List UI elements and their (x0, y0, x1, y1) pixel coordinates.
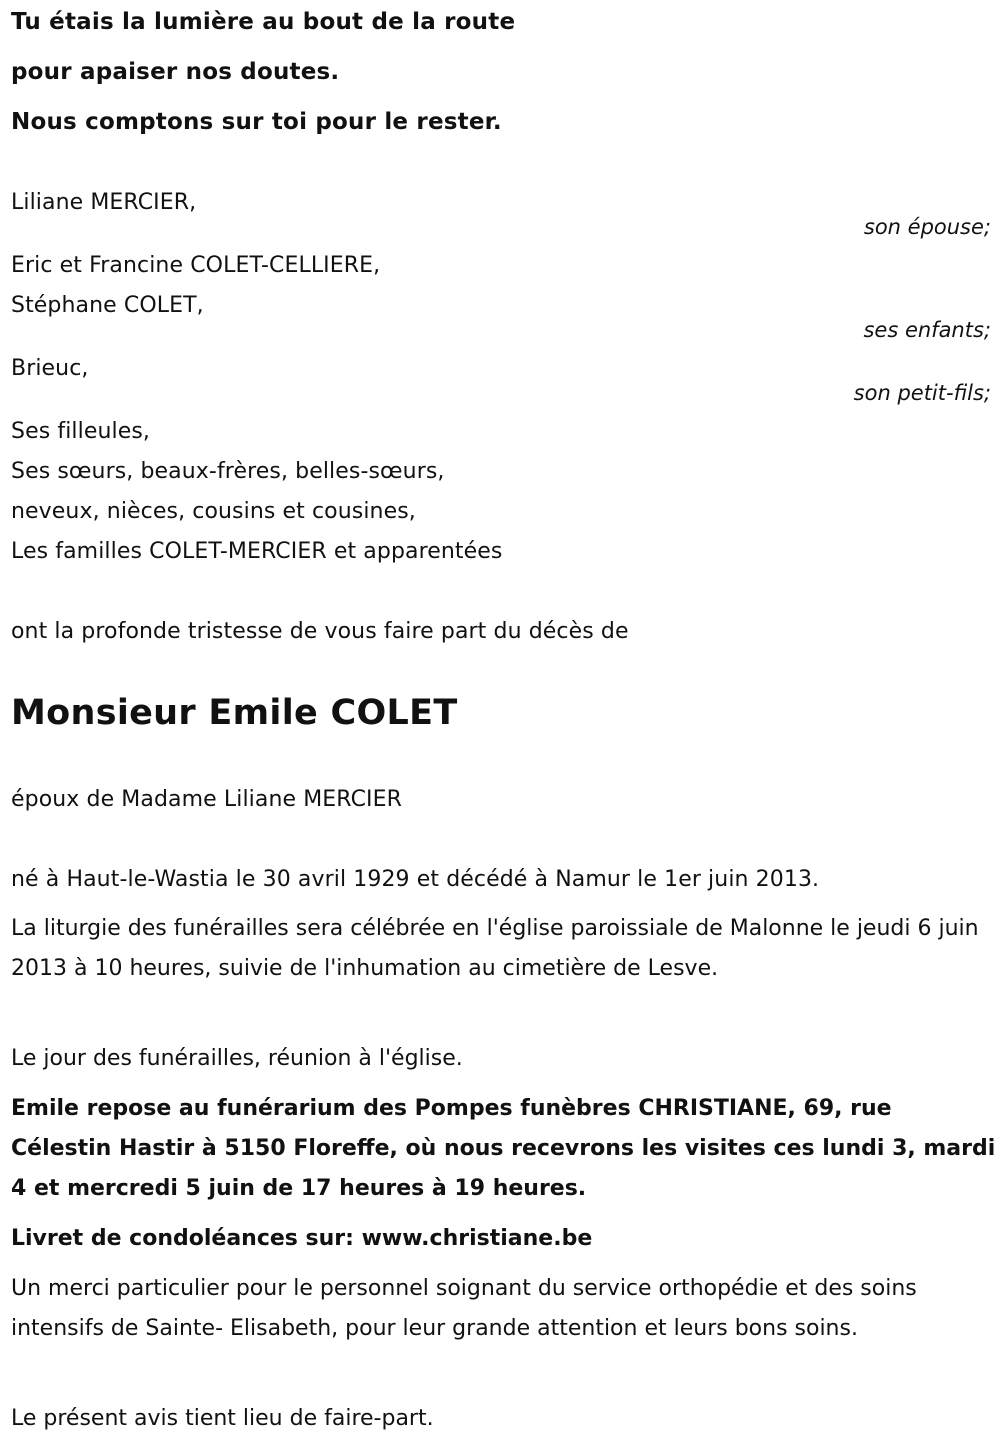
spouse-line: époux de Madame Liliane MERCIER (11, 787, 403, 812)
family-name: Ses filleules, (11, 419, 151, 444)
family-name: neveux, nièces, cousins et cousines, (11, 499, 416, 524)
poem-line: Nous comptons sur toi pour le rester. (11, 109, 502, 135)
closing-paragraph: Le présent avis tient lieu de faire-part. (11, 1406, 434, 1431)
deceased-name: Monsieur Emile COLET (11, 693, 458, 733)
family-name: Liliane MERCIER, (11, 190, 197, 215)
birth-death-line: né à Haut-le-Wastia le 30 avril 1929 et décédé à Namur le 1er juin 2013. (11, 867, 820, 892)
funerarium-paragraph: Emile repose au funérarium des Pompes funèbres CHRISTIANE, 69, rue Célestin Hastir à 5150 Floreffe, où nous recevrons les visites ces lundi 3, mardi 4 et mercredi 5 juin de 17 heures à 19 heures. (11, 1096, 996, 1201)
condolences-link[interactable]: www.christiane.be (361, 1226, 593, 1251)
meeting-paragraph: Le jour des funérailles, réunion à l'église. (11, 1046, 463, 1071)
liturgy-paragraph: La liturgie des funérailles sera célébrée en l'église paroissiale de Malonne le jeudi 6 juin 2013 à 10 heures, suivie de l'inhumation au cimetière de Lesve. (11, 916, 979, 981)
thanks-paragraph: Un merci particulier pour le personnel soignant du service orthopédie et des soins intensifs de Sainte- Elisabeth, pour leur grande attention et leurs bons soins. (11, 1276, 917, 1341)
family-role: ses enfants; (863, 318, 991, 342)
poem-line: pour apaiser nos doutes. (11, 59, 340, 85)
family-name: Ses sœurs, beaux-frères, belles-sœurs, (11, 459, 445, 484)
family-name: Les familles COLET-MERCIER et apparentées (11, 539, 503, 564)
family-role: son épouse; (863, 215, 991, 239)
family-role: son petit-fils; (853, 381, 991, 405)
family-name: Stéphane COLET, (11, 293, 204, 318)
poem-line: Tu étais la lumière au bout de la route (11, 9, 516, 35)
family-name: Brieuc, (11, 356, 89, 381)
family-name: Eric et Francine COLET-CELLIERE, (11, 253, 381, 278)
announcement-text: ont la profonde tristesse de vous faire part du décès de (11, 619, 629, 644)
condolences-paragraph (11, 1219, 996, 1259)
condolences-label: Livret de condoléances sur: (11, 1226, 362, 1251)
